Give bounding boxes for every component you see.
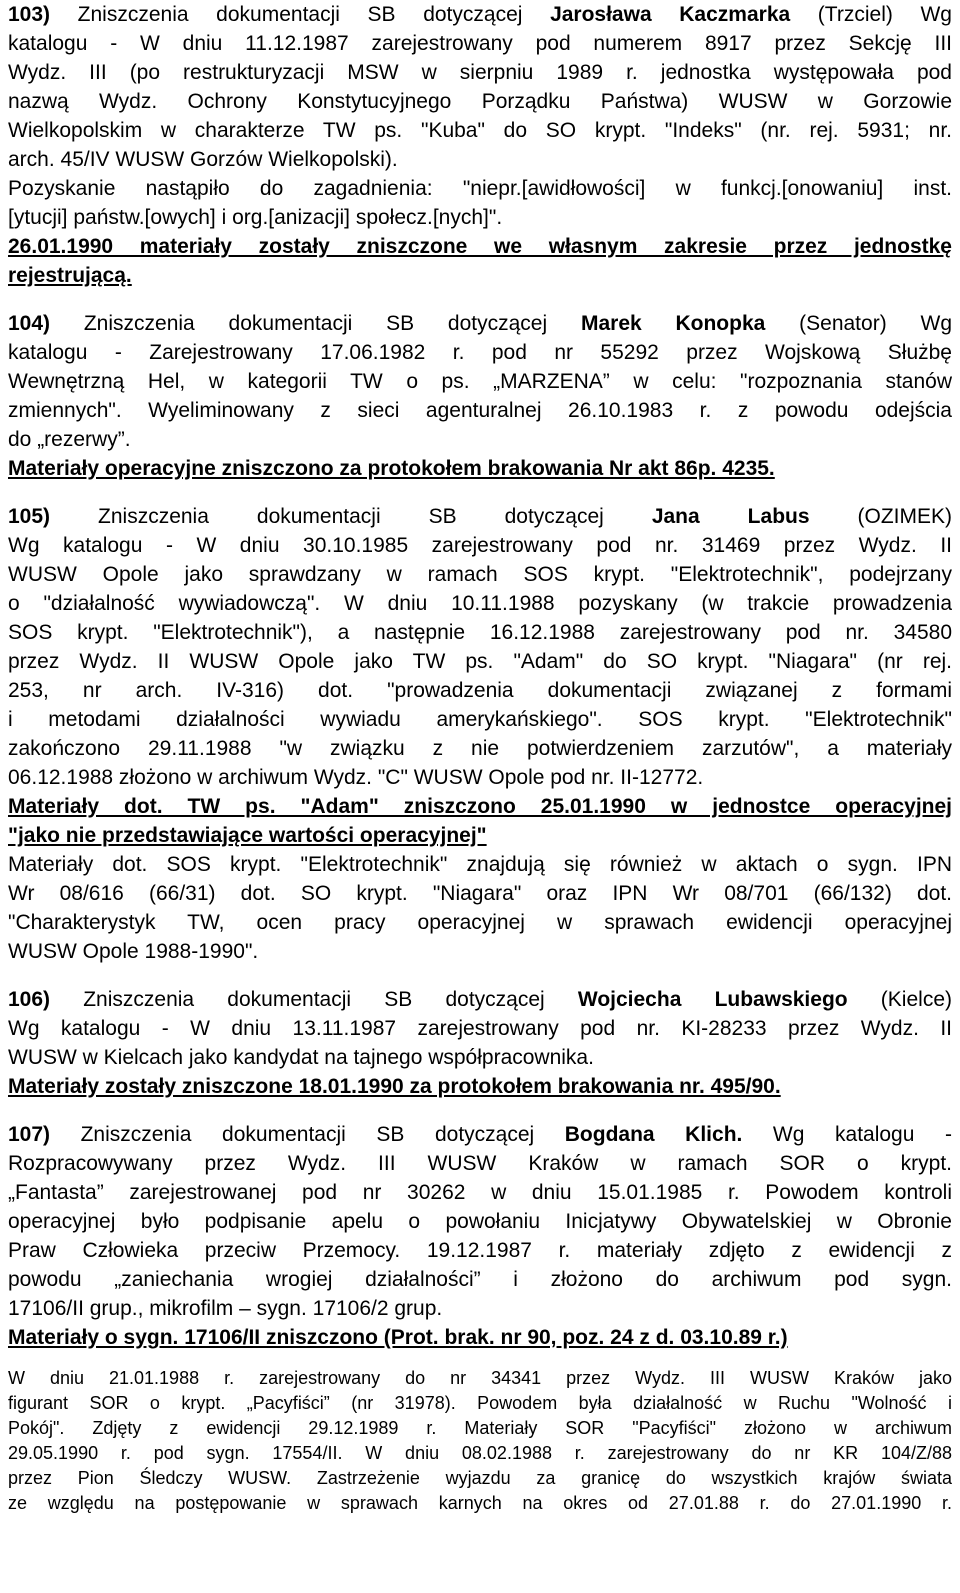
bold-text: Materiały o sygn. 17106/II zniszczono (Prot. brak. nr 90, poz. 24 z d. 03.10.89 r.)	[8, 1326, 788, 1349]
text-span: Wg katalogu - W dniu 13.11.1987 zarejestrowany pod nr. KI-28233 przez Wydz. II	[8, 1017, 952, 1040]
bold-text: 103)	[8, 3, 51, 26]
text-span: WUSW w Kielcach jako kandydat na tajnego współpracownika.	[8, 1046, 594, 1069]
text-line	[8, 705, 952, 734]
text-line	[8, 1323, 952, 1352]
entries-list	[8, 0, 952, 1352]
text-line	[8, 1265, 952, 1294]
text-span: Zniszczenia dokumentacji SB dotyczącej	[50, 988, 578, 1011]
text-span: WUSW Opole jako sprawdzany w ramach SOS krypt. "Elektrotechnik", podejrzany	[8, 563, 952, 586]
bold-text: Jana Labus	[651, 505, 810, 528]
text-span: katalogu - Zarejestrowany 17.06.1982 r. pod nr 55292 przez Wojskową Służbę	[8, 341, 952, 364]
bold-text: 106)	[8, 988, 51, 1011]
text-line	[8, 454, 952, 483]
text-span: Zniszczenia dokumentacji SB dotyczącej	[50, 1123, 565, 1146]
text-line	[8, 396, 952, 425]
text-line	[8, 821, 952, 850]
bold-text: Jarosława Kaczmarka	[550, 3, 791, 26]
text-span: i metodami działalności wywiadu amerykańskiego". SOS krypt. "Elektrotechnik"	[8, 708, 952, 731]
text-span: "Charakterystyk TW, ocen pracy operacyjnej w sprawach ewidencji operacyjnej	[8, 911, 952, 934]
text-line	[8, 87, 952, 116]
text-line	[8, 425, 952, 454]
text-line	[8, 1294, 952, 1323]
text-line	[8, 29, 952, 58]
text-line	[8, 879, 952, 908]
text-line	[8, 560, 952, 589]
text-line	[8, 145, 952, 174]
bold-text: 26.01.1990 materiały zostały zniszczone we własnym zakresie przez jednostkę	[8, 235, 952, 258]
text-span: Wielkopolskim w charakterze TW ps. "Kuba" do SO krypt. "Indeks" (nr. rej. 5931; nr.	[8, 119, 952, 142]
text-span: zmiennych". Wyeliminowany z sieci agenturalnej 26.10.1983 r. z powodu odejścia	[8, 399, 952, 422]
text-span: (Kielce)	[847, 988, 952, 1011]
text-line	[8, 1441, 952, 1466]
text-span: Wg katalogu - W dniu 30.10.1985 zarejestrowany pod nr. 31469 przez Wydz. II	[8, 534, 952, 557]
text-line	[8, 985, 952, 1014]
bold-text: Materiały zostały zniszczone 18.01.1990 za protokołem brakowania nr. 495/90.	[8, 1075, 781, 1098]
text-span: Wr 08/616 (66/31) dot. SO krypt. "Niagara" oraz IPN Wr 08/701 (66/132) dot.	[8, 882, 952, 905]
text-line	[8, 734, 952, 763]
text-span: Zniszczenia dokumentacji SB dotyczącej	[50, 312, 581, 335]
text-line	[8, 676, 952, 705]
text-span: arch. 45/IV WUSW Gorzów Wielkopolski).	[8, 148, 398, 171]
text-span: (Trzciel) Wg	[790, 3, 952, 26]
text-line	[8, 792, 952, 821]
text-span: SOS krypt. "Elektrotechnik"), a następnie 16.12.1988 zarejestrowany pod nr. 34580	[8, 621, 952, 644]
text-line	[8, 58, 952, 87]
bold-text: Materiały operacyjne zniszczono za protokołem brakowania Nr akt 86p. 4235.	[8, 457, 775, 480]
text-line	[8, 1149, 952, 1178]
entry-106	[8, 985, 952, 1101]
text-span: WUSW Opole 1988-1990".	[8, 940, 259, 963]
text-span: Praw Człowieka przeciw Przemocy. 19.12.1987 r. materiały zdjęto z ewidencji z	[8, 1239, 952, 1262]
text-line	[8, 367, 952, 396]
text-line	[8, 1366, 952, 1391]
text-span: Wewnętrzną Hel, w kategorii TW o ps. „MARZENA” w celu: "rozpoznania stanów	[8, 370, 952, 393]
text-line	[8, 502, 952, 531]
bold-text: "jako nie przedstawiające wartości operacyjnej"	[8, 824, 487, 847]
spacer	[8, 966, 952, 985]
text-line	[8, 232, 952, 261]
text-span: 06.12.1988 złożono w archiwum Wydz. "C" WUSW Opole pod nr. II-12772.	[8, 766, 704, 789]
text-line	[8, 763, 952, 792]
text-line	[8, 116, 952, 145]
text-span: Wg katalogu -	[742, 1123, 952, 1146]
text-span: Zniszczenia dokumentacji SB dotyczącej	[50, 505, 652, 528]
text-span: Materiały dot. SOS krypt. "Elektrotechnik" znajdują się również w aktach o sygn. IPN	[8, 853, 952, 876]
text-span: przez Wydz. II WUSW Opole jako TW ps. "Adam" do SO krypt. "Niagara" (nr rej.	[8, 650, 952, 673]
text-span: Zniszczenia dokumentacji SB dotyczącej	[50, 3, 551, 26]
text-line	[8, 1120, 952, 1149]
text-span: Pokój". Zdjęty z ewidencji 29.12.1989 r. Materiały SOR "Pacyfiści" złożono w archiwum	[8, 1418, 952, 1438]
bold-text: Wojciecha Lubawskiego	[577, 988, 848, 1011]
text-line	[8, 1236, 952, 1265]
bold-text: Marek Konopka	[580, 312, 766, 335]
text-line	[8, 1178, 952, 1207]
text-span: [ytucji] państw.[owych] i org.[anizacji] społecz.[nych]".	[8, 206, 503, 229]
text-span: o "działalność wywiadowczą". W dniu 10.11.1988 pozyskany (w trakcie prowadzenia	[8, 592, 952, 615]
text-line	[8, 1043, 952, 1072]
bold-text: Materiały dot. TW ps. "Adam" zniszczono 25.01.1990 w jednostce operacyjnej	[8, 795, 952, 818]
text-line	[8, 1072, 952, 1101]
text-span: 29.05.1990 r. pod sygn. 17554/II. W dniu 08.02.1988 r. zarejestrowany do nr KR 104/Z/88	[8, 1443, 952, 1463]
text-span: 17106/II grup., mikrofilm – sygn. 17106/2 grup.	[8, 1297, 443, 1320]
text-span: 253, nr arch. IV-316) dot. "prowadzenia dokumentacji związanej z formami	[8, 679, 952, 702]
spacer	[8, 1352, 952, 1366]
text-span: przez Pion Śledczy WUSW. Zastrzeżenie wyjazdu za granicę do wszystkich krajów świata	[8, 1468, 952, 1488]
bold-text: 104)	[8, 312, 51, 335]
bold-text: 107)	[8, 1123, 51, 1146]
bold-text: Bogdana Klich.	[564, 1123, 743, 1146]
text-line	[8, 338, 952, 367]
spacer	[8, 290, 952, 309]
text-span: Pozyskanie nastąpiło do zagadnienia: "niepr.[awidłowości] w funkcj.[onowaniu] inst.	[8, 177, 952, 200]
text-span: Wydz. III (po restrukturyzacji MSW w sierpniu 1989 r. jednostka występowała pod	[8, 61, 952, 84]
text-line	[8, 908, 952, 937]
text-span: zakończono 29.11.1988 "w związku z nie potwierdzeniem zarzutów", a materiały	[8, 737, 952, 760]
bold-text: rejestrującą.	[8, 264, 132, 287]
final-paragraph	[8, 1366, 952, 1516]
entry-107	[8, 1120, 952, 1352]
text-span: (Senator) Wg	[765, 312, 952, 335]
text-line	[8, 203, 952, 232]
text-span: do „rezerwy”.	[8, 428, 131, 451]
text-line	[8, 1207, 952, 1236]
text-line	[8, 1416, 952, 1441]
text-span: katalogu - W dniu 11.12.1987 zarejestrowany pod numerem 8917 przez Sekcję III	[8, 32, 952, 55]
text-span: „Fantasta” zarejestrowanej pod nr 30262 w dniu 15.01.1985 r. Powodem kontroli	[8, 1181, 952, 1204]
text-line	[8, 1014, 952, 1043]
spacer	[8, 483, 952, 502]
entry-105	[8, 502, 952, 966]
text-line	[8, 309, 952, 338]
text-line	[8, 1466, 952, 1491]
text-line	[8, 0, 952, 29]
text-span: nazwą Wydz. Ochrony Konstytucyjnego Porządku Państwa) WUSW w Gorzowie	[8, 90, 952, 113]
text-span: Rozpracowywany przez Wydz. III WUSW Kraków w ramach SOR o krypt.	[8, 1152, 952, 1175]
spacer	[8, 1101, 952, 1120]
text-line	[8, 1391, 952, 1416]
entry-104	[8, 309, 952, 483]
text-span: operacyjnej było podpisanie apelu o powołaniu Inicjatywy Obywatelskiej w Obronie	[8, 1210, 952, 1233]
text-line	[8, 531, 952, 560]
text-span: ze względu na postępowanie w sprawach karnych na okres od 27.01.88 r. do 27.01.1990 r.	[8, 1493, 952, 1513]
text-line	[8, 589, 952, 618]
text-span: powodu „zaniechania wrogiej działalności” i złożono do archiwum pod sygn.	[8, 1268, 952, 1291]
text-line	[8, 618, 952, 647]
text-span: figurant SOR o krypt. „Pacyfiści” (nr 31978). Powodem była działalność w Ruchu "Wolność i	[8, 1393, 952, 1413]
bold-text: 105)	[8, 505, 51, 528]
entry-103	[8, 0, 952, 290]
text-line	[8, 937, 952, 966]
text-line	[8, 647, 952, 676]
text-span: (OZIMEK)	[809, 505, 952, 528]
text-line	[8, 850, 952, 879]
text-line	[8, 174, 952, 203]
text-line	[8, 1491, 952, 1516]
text-line	[8, 261, 952, 290]
text-span: W dniu 21.01.1988 r. zarejestrowany do nr 34341 przez Wydz. III WUSW Kraków jako	[8, 1368, 952, 1388]
